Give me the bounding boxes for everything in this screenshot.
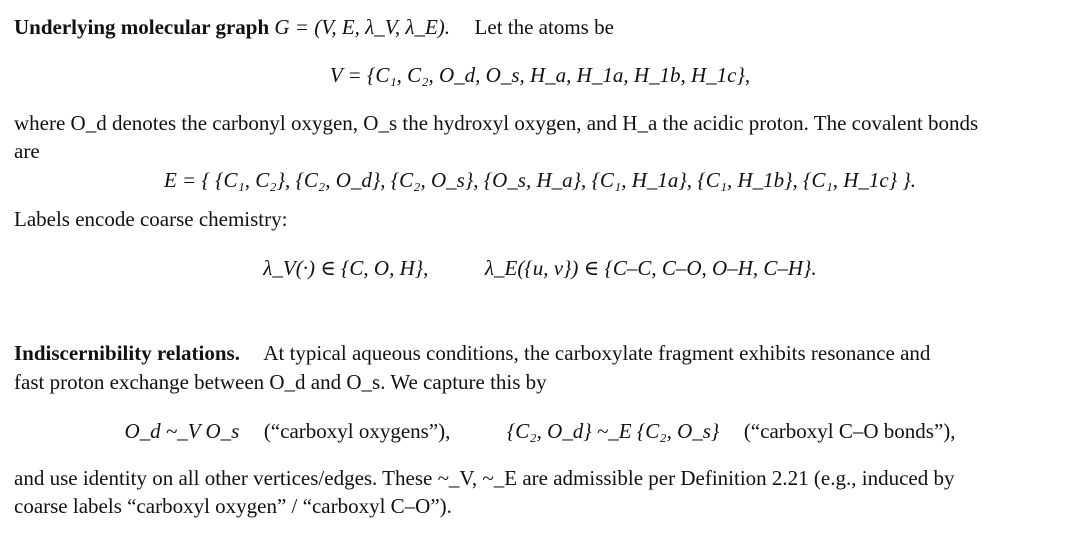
section1-heading-line bbox=[14, 14, 614, 40]
section1-heading: Underlying molecular graph bbox=[14, 15, 270, 39]
relation-v-note: (“carboxyl oxygens”), bbox=[263, 419, 451, 443]
are-text: are bbox=[14, 139, 40, 163]
section2-heading: Indiscernibility relations. bbox=[14, 341, 240, 365]
section2-heading-line bbox=[14, 340, 930, 366]
graph-tuple: G = (V, E, λ_V, λ_E). bbox=[274, 15, 451, 39]
labels-equation bbox=[0, 255, 1080, 281]
section2-line3: and use identity on all other vertices/edges. These ~_V, ~_E are admissible per Definition 2.21 (e.g., induced by bbox=[14, 466, 955, 490]
where-text: where O_d denotes the carbonyl oxygen, O_s the hydroxyl oxygen, and H_a the acidic proton. The covalent bonds bbox=[14, 111, 979, 135]
section1-intro: Let the atoms be bbox=[474, 15, 614, 39]
section2-line1: At typical aqueous conditions, the carboxylate fragment exhibits resonance and bbox=[263, 341, 931, 365]
vertex-labels: λ_V(·) ∈ {C, O, H}, bbox=[263, 256, 429, 280]
relation-e: {C₂, O_d} ~_E {C₂, O_s} bbox=[506, 419, 720, 443]
section2-line2: fast proton exchange between O_d and O_s. We capture this by bbox=[14, 370, 547, 394]
relation-v: O_d ~_V O_s bbox=[124, 419, 240, 443]
edge-set: E = { {C₁, C₂}, {C₂, O_d}, {C₂, O_s}, {O_s, H_a}, {C₁, H_1a}, {C₁, H_1b}, {C₁, H_1c} }. bbox=[163, 168, 917, 192]
vertex-set-equation bbox=[0, 62, 1080, 88]
edge-set-equation bbox=[0, 167, 1080, 193]
edge-labels: λ_E({u, v}) ∈ {C–C, C–O, O–H, C–H}. bbox=[484, 256, 817, 280]
labels-text: Labels encode coarse chemistry: bbox=[14, 207, 288, 231]
relations-equation bbox=[0, 418, 1080, 444]
vertex-set: V = {C₁, C₂, O_d, O_s, H_a, H_1a, H_1b, H_1c}, bbox=[329, 63, 751, 87]
relation-e-note: (“carboxyl C–O bonds”), bbox=[743, 419, 956, 443]
section2-line4: coarse labels “carboxyl oxygen” / “carboxyl C–O”). bbox=[14, 494, 452, 518]
